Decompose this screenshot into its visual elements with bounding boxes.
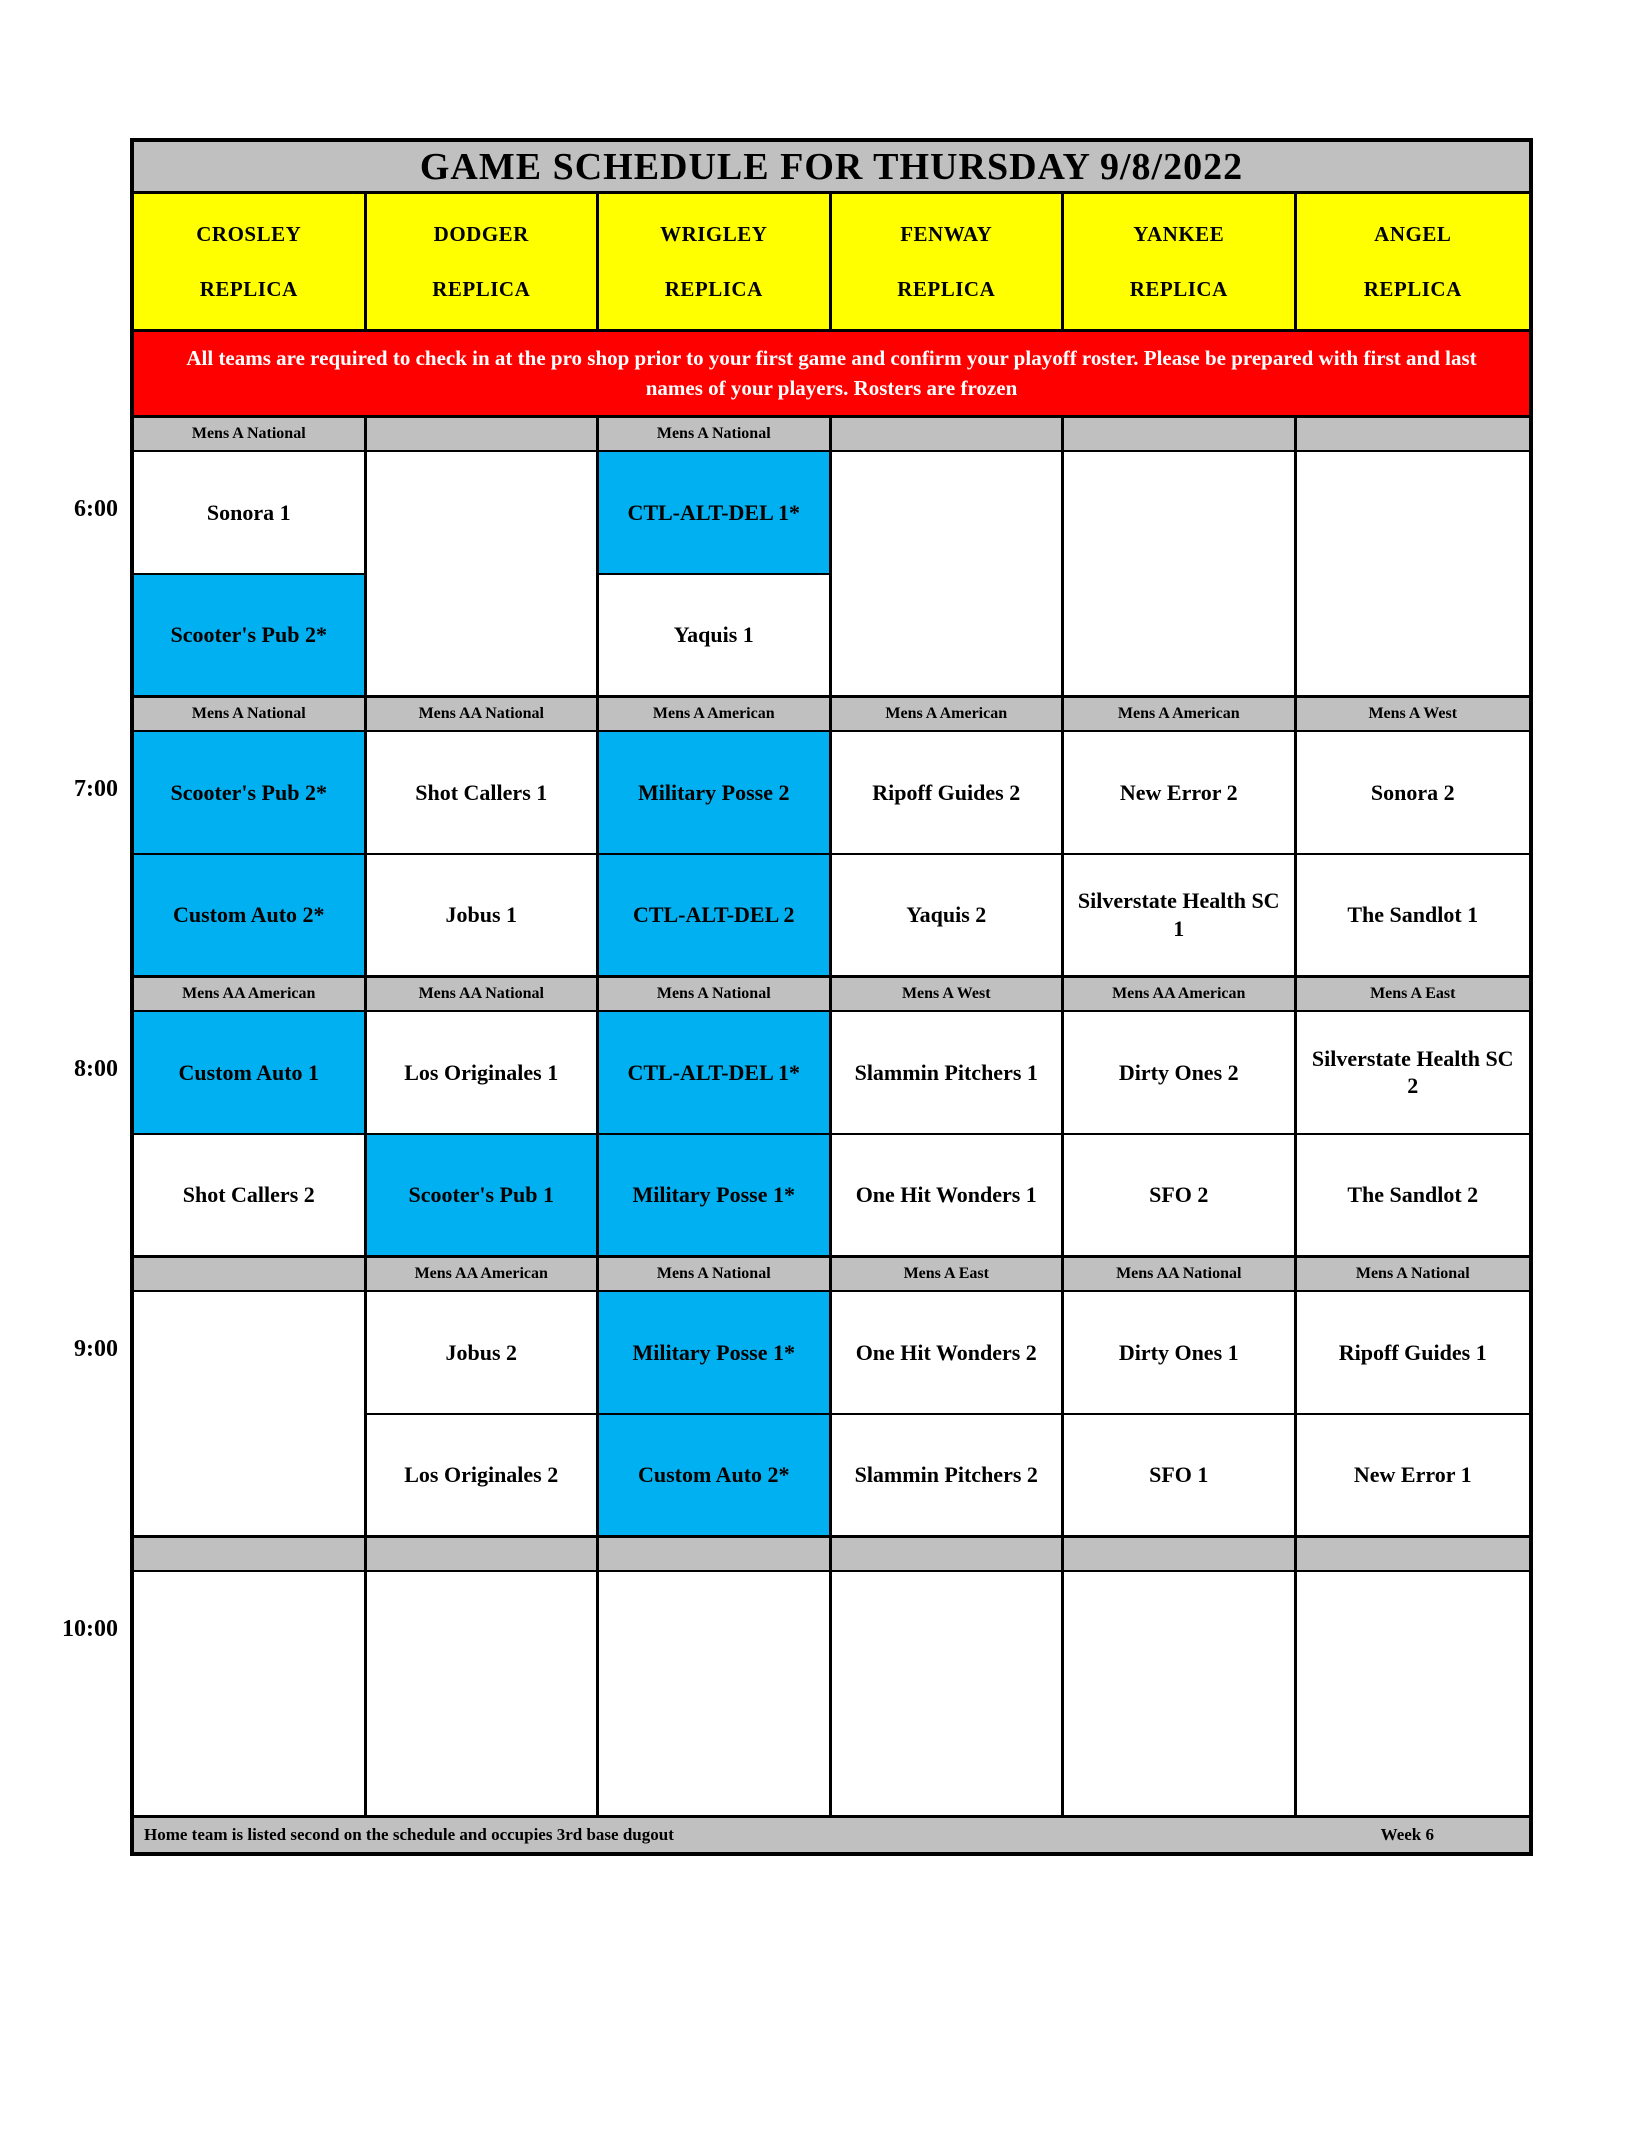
time-label-9pm: 9:00 — [74, 1336, 118, 1362]
empty-game-cell — [1297, 1572, 1530, 1815]
time-label-7pm: 7:00 — [74, 776, 118, 802]
footer-note: Home team is listed second on the schedule and occupies 3rd base dugout — [144, 1825, 674, 1844]
home-team-cell: Military Posse 1* — [599, 1135, 829, 1256]
division-label — [1297, 1538, 1530, 1570]
division-row-9pm — [134, 1258, 1529, 1292]
home-team-cell: The Sandlot 2 — [1297, 1135, 1530, 1256]
field-name: ANGEL — [1374, 221, 1452, 246]
game-angel-8pm — [1297, 1012, 1530, 1255]
away-team-cell: Sonora 1 — [134, 452, 364, 575]
field-type: REPLICA — [432, 276, 531, 301]
away-team-cell: Military Posse 1* — [599, 1292, 829, 1415]
home-team-cell: Silverstate Health SC 1 — [1064, 855, 1294, 976]
game-wrigley-8pm — [599, 1012, 832, 1255]
game-yankee-8pm — [1064, 1012, 1297, 1255]
division-label — [134, 1258, 367, 1290]
field-header-fenway — [832, 194, 1065, 329]
week-label: Week 6 — [1380, 1825, 1434, 1844]
game-yankee-10pm — [1064, 1572, 1297, 1815]
schedule-sheet — [130, 138, 1533, 1856]
division-label — [1064, 1538, 1297, 1570]
home-team-cell: Yaquis 2 — [832, 855, 1062, 976]
footer — [134, 1818, 1529, 1852]
game-dodger-9pm — [367, 1292, 600, 1535]
home-team-cell: Slammin Pitchers 2 — [832, 1415, 1062, 1536]
game-wrigley-10pm — [599, 1572, 832, 1815]
field-header-row — [134, 194, 1529, 332]
game-dodger-7pm — [367, 732, 600, 975]
division-row-6pm — [134, 418, 1529, 452]
division-label: Mens A American — [1064, 698, 1297, 730]
field-type: REPLICA — [897, 276, 996, 301]
division-label: Mens AA National — [367, 978, 600, 1010]
home-team-cell: SFO 2 — [1064, 1135, 1294, 1256]
division-label: Mens AA American — [1064, 978, 1297, 1010]
empty-game-cell — [832, 1572, 1062, 1815]
game-crosley-7pm — [134, 732, 367, 975]
game-wrigley-9pm — [599, 1292, 832, 1535]
division-label — [832, 1538, 1065, 1570]
division-label: Mens A American — [832, 698, 1065, 730]
time-label-6pm: 6:00 — [74, 496, 118, 522]
games-row-6pm — [134, 452, 1529, 698]
division-label — [1297, 418, 1530, 450]
home-team-cell: Jobus 1 — [367, 855, 597, 976]
empty-game-cell — [832, 452, 1062, 695]
away-team-cell: CTL-ALT-DEL 1* — [599, 452, 829, 575]
game-dodger-6pm — [367, 452, 600, 695]
field-header-crosley — [134, 194, 367, 329]
home-team-cell: One Hit Wonders 1 — [832, 1135, 1062, 1256]
game-dodger-8pm — [367, 1012, 600, 1255]
time-label-8pm: 8:00 — [74, 1056, 118, 1082]
division-row-10pm — [134, 1538, 1529, 1572]
away-team-cell: One Hit Wonders 2 — [832, 1292, 1062, 1415]
home-team-cell: Scooter's Pub 1 — [367, 1135, 597, 1256]
home-team-cell: Los Originales 2 — [367, 1415, 597, 1536]
empty-game-cell — [1297, 452, 1530, 695]
division-label: Mens AA American — [367, 1258, 600, 1290]
home-team-cell: New Error 1 — [1297, 1415, 1530, 1536]
division-label: Mens A American — [599, 698, 832, 730]
division-label — [367, 418, 600, 450]
empty-game-cell — [367, 1572, 597, 1815]
game-yankee-6pm — [1064, 452, 1297, 695]
notice-text: All teams are required to check in at the pro shop prior to your first game and confirm your playoff roster. Please be prepared with first and last names of your players. Rosters are frozen — [186, 346, 1477, 400]
field-name: CROSLEY — [196, 221, 302, 246]
game-yankee-7pm — [1064, 732, 1297, 975]
division-label: Mens A National — [1297, 1258, 1530, 1290]
away-team-cell: CTL-ALT-DEL 1* — [599, 1012, 829, 1135]
game-dodger-10pm — [367, 1572, 600, 1815]
division-label: Mens AA National — [1064, 1258, 1297, 1290]
empty-game-cell — [1064, 452, 1294, 695]
away-team-cell: Shot Callers 1 — [367, 732, 597, 855]
game-angel-6pm — [1297, 452, 1530, 695]
home-team-cell: Shot Callers 2 — [134, 1135, 364, 1256]
away-team-cell: Slammin Pitchers 1 — [832, 1012, 1062, 1135]
empty-game-cell — [134, 1292, 364, 1535]
games-row-10pm — [134, 1572, 1529, 1818]
division-label: Mens A National — [599, 978, 832, 1010]
game-crosley-10pm — [134, 1572, 367, 1815]
division-label: Mens A West — [1297, 698, 1530, 730]
division-label: Mens A National — [599, 418, 832, 450]
game-wrigley-6pm — [599, 452, 832, 695]
game-fenway-9pm — [832, 1292, 1065, 1535]
field-name: YANKEE — [1133, 221, 1225, 246]
empty-game-cell — [367, 452, 597, 695]
field-type: REPLICA — [1129, 276, 1228, 301]
division-label — [599, 1538, 832, 1570]
division-label — [1064, 418, 1297, 450]
away-team-cell: Dirty Ones 2 — [1064, 1012, 1294, 1135]
field-header-dodger — [367, 194, 600, 329]
schedule-title: GAME SCHEDULE FOR THURSDAY 9/8/2022 — [134, 142, 1529, 194]
division-label: Mens A East — [1297, 978, 1530, 1010]
division-label — [832, 418, 1065, 450]
field-name: DODGER — [433, 221, 529, 246]
field-type: REPLICA — [199, 276, 298, 301]
home-team-cell: The Sandlot 1 — [1297, 855, 1530, 976]
home-team-cell: Custom Auto 2* — [599, 1415, 829, 1536]
division-label: Mens A National — [134, 418, 367, 450]
away-team-cell: Scooter's Pub 2* — [134, 732, 364, 855]
division-row-7pm — [134, 698, 1529, 732]
home-team-cell: CTL-ALT-DEL 2 — [599, 855, 829, 976]
home-team-cell: SFO 1 — [1064, 1415, 1294, 1536]
empty-game-cell — [1064, 1572, 1294, 1815]
division-label: Mens AA American — [134, 978, 367, 1010]
game-fenway-8pm — [832, 1012, 1065, 1255]
away-team-cell: Sonora 2 — [1297, 732, 1530, 855]
division-label: Mens A East — [832, 1258, 1065, 1290]
division-row-8pm — [134, 978, 1529, 1012]
game-fenway-10pm — [832, 1572, 1065, 1815]
field-type: REPLICA — [664, 276, 763, 301]
home-team-cell: Scooter's Pub 2* — [134, 575, 364, 696]
division-label — [134, 1538, 367, 1570]
division-label: Mens AA National — [367, 698, 600, 730]
field-name: WRIGLEY — [660, 221, 768, 246]
field-header-yankee — [1064, 194, 1297, 329]
game-fenway-7pm — [832, 732, 1065, 975]
game-angel-7pm — [1297, 732, 1530, 975]
away-team-cell: Los Originales 1 — [367, 1012, 597, 1135]
division-label: Mens A National — [599, 1258, 832, 1290]
game-angel-10pm — [1297, 1572, 1530, 1815]
field-header-wrigley — [599, 194, 832, 329]
game-crosley-6pm — [134, 452, 367, 695]
division-label — [367, 1538, 600, 1570]
home-team-cell: Yaquis 1 — [599, 575, 829, 696]
away-team-cell: New Error 2 — [1064, 732, 1294, 855]
empty-game-cell — [134, 1572, 364, 1815]
game-crosley-8pm — [134, 1012, 367, 1255]
field-type: REPLICA — [1363, 276, 1462, 301]
away-team-cell: Ripoff Guides 1 — [1297, 1292, 1530, 1415]
away-team-cell: Silverstate Health SC 2 — [1297, 1012, 1530, 1135]
away-team-cell: Military Posse 2 — [599, 732, 829, 855]
division-label: Mens A West — [832, 978, 1065, 1010]
check-in-notice — [134, 332, 1529, 418]
time-label-10pm: 10:00 — [62, 1616, 118, 1642]
games-row-7pm — [134, 732, 1529, 978]
empty-game-cell — [599, 1572, 829, 1815]
field-header-angel — [1297, 194, 1530, 329]
game-fenway-6pm — [832, 452, 1065, 695]
away-team-cell: Jobus 2 — [367, 1292, 597, 1415]
away-team-cell: Custom Auto 1 — [134, 1012, 364, 1135]
home-team-cell: Custom Auto 2* — [134, 855, 364, 976]
away-team-cell: Ripoff Guides 2 — [832, 732, 1062, 855]
games-row-8pm — [134, 1012, 1529, 1258]
field-name: FENWAY — [900, 221, 993, 246]
game-yankee-9pm — [1064, 1292, 1297, 1535]
game-angel-9pm — [1297, 1292, 1530, 1535]
game-crosley-9pm — [134, 1292, 367, 1535]
division-label: Mens A National — [134, 698, 367, 730]
away-team-cell: Dirty Ones 1 — [1064, 1292, 1294, 1415]
game-wrigley-7pm — [599, 732, 832, 975]
games-row-9pm — [134, 1292, 1529, 1538]
